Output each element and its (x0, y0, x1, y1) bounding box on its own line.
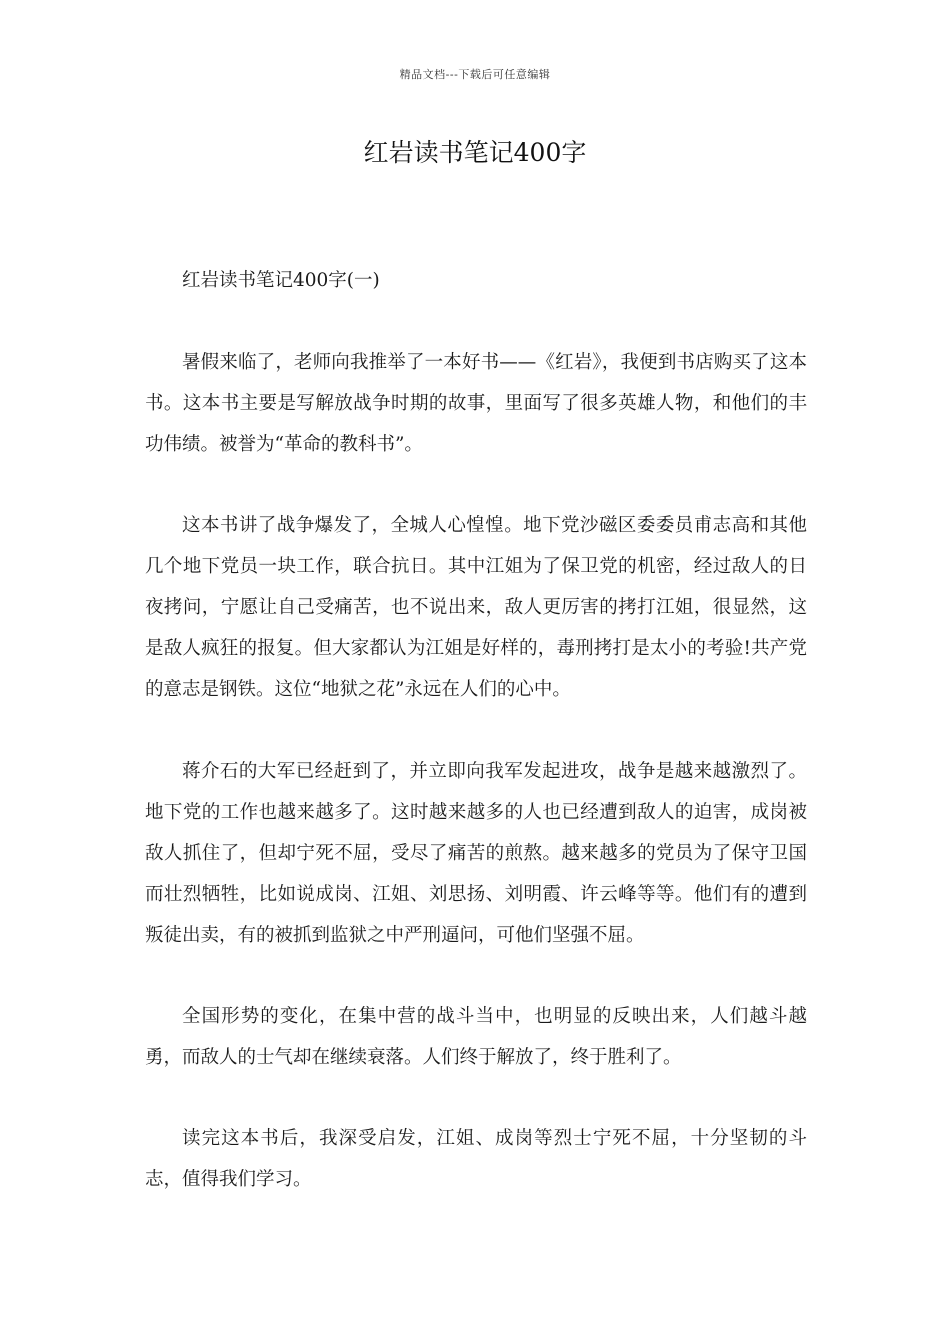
paragraph-4: 全国形势的变化，在集中营的战斗当中，也明显的反映出来，人们越斗越勇，而敌人的士气却在继续衰落。人们终于解放了，终于胜利了。 (145, 1006, 807, 1068)
paragraph-5: 读完这本书后，我深受启发，江姐、成岗等烈士宁死不屈，十分坚韧的斗志，值得我们学习。 (145, 1128, 807, 1190)
document-title: 红岩读书笔记400字 (363, 138, 587, 167)
paragraph-1: 暑假来临了，老师向我推举了一本好书——《红岩》，我便到书店购买了这本书。这本书主要是写解放战争时期的故事，里面写了很多英雄人物，和他们的丰功伟绩。被誉为“革命的教科书”。 (145, 352, 807, 455)
paragraph-3: 蒋介石的大军已经赶到了，并立即向我军发起进攻，战争是越来越激烈了。地下党的工作也越来越多了。这时越来越多的人也已经遭到敌人的迫害，成岗被敌人抓住了，但却宁死不屈，受尽了痛苦的煎熬。越来越多的党员为了保守卫国而壮烈牺牲，比如说成岗、江姐、刘思扬、刘明霞、许云峰等等。他们有的遭到叛徒出卖，有的被抓到监狱之中严刑逼问，可他们坚强不屈。 (145, 761, 807, 946)
header-note: 精品文档---下载后可任意编辑 (399, 68, 551, 81)
paragraph-2: 这本书讲了战争爆发了，全城人心惶惶。地下党沙磁区委委员甫志高和其他几个地下党员一块工作，联合抗日。其中江姐为了保卫党的机密，经过敌人的日夜拷问，宁愿让自己受痛苦，也不说出来，敌人更厉害的拷打江姐，很显然，这是敌人疯狂的报复。但大家都认为江姐是好样的，毒刑拷打是太小的考验!共产党的意志是钢铁。这位“地狱之花”永远在人们的心中。 (145, 515, 807, 700)
section-subtitle: 红岩读书笔记400字(一) (182, 270, 380, 291)
